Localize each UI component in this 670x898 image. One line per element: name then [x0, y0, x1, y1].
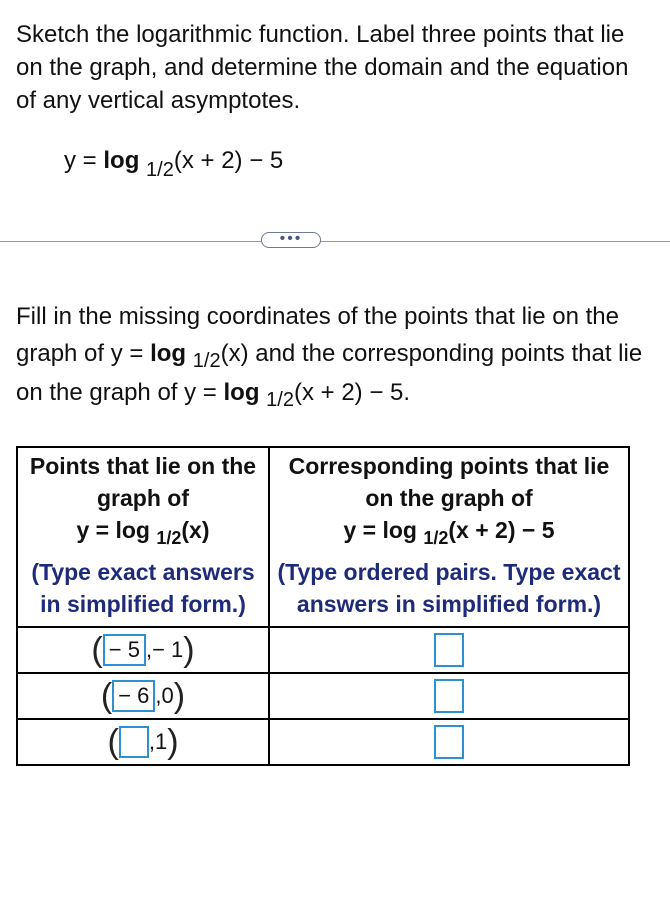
table-row	[17, 719, 629, 765]
y-value: − 1	[152, 636, 184, 662]
section-divider	[0, 241, 670, 242]
x-input[interactable]: − 5	[103, 634, 146, 666]
close-paren: )	[183, 630, 195, 669]
x-input[interactable]: − 6	[112, 680, 155, 712]
instr-text-2: (x) and the corresponding points that lie on the graph of y =	[16, 340, 643, 406]
eq-log: log	[103, 147, 140, 174]
expand-button[interactable]: •••	[261, 232, 321, 248]
col2-eq-arg: (x + 2) − 5	[448, 517, 555, 543]
open-paren: (	[100, 676, 113, 715]
col2-hint: (Type ordered pairs. Type exact answers in simplified form.)	[277, 559, 621, 617]
col2-equation	[343, 517, 555, 548]
pair-comma: ,	[145, 636, 153, 662]
col1-hint: (Type exact answers in simplified form.)	[31, 559, 255, 617]
ordered-pair	[100, 676, 186, 715]
y-value: 0	[161, 682, 174, 708]
answer-input[interactable]	[434, 725, 464, 759]
pair-comma: ,	[155, 682, 162, 708]
instr-text-3: (x + 2) − 5.	[293, 379, 411, 406]
col2-eq-base: 1/2	[423, 528, 449, 548]
close-paren: )	[173, 676, 186, 715]
col1-header	[17, 447, 269, 627]
points-table	[16, 446, 630, 766]
close-paren: )	[167, 722, 179, 761]
eq-prefix: y =	[64, 147, 97, 174]
answer-cell	[269, 719, 629, 765]
col2-title: Corresponding points that lie on the graph of	[288, 453, 610, 511]
col1-equation	[76, 517, 210, 548]
table-row	[17, 627, 629, 673]
answer-cell	[269, 673, 629, 719]
instr-base-2: 1/2	[266, 389, 294, 411]
eq-arg: (x + 2) − 5	[173, 147, 284, 174]
answer-cell	[269, 627, 629, 673]
point-cell	[17, 719, 269, 765]
instr-text-1: Fill in the missing coordinates of the points that lie on the graph of y =	[16, 303, 619, 367]
answer-input[interactable]	[434, 679, 464, 713]
ordered-pair	[107, 722, 179, 761]
point-cell	[17, 627, 269, 673]
problem-statement: Sketch the logarithmic function. Label three points that lie on the graph, and determine the domain and the equation of any vertical asymptotes.	[16, 21, 629, 114]
col2-eq-prefix: y = log	[343, 517, 417, 543]
instr-log-2: log	[223, 379, 260, 406]
col1-eq-base: 1/2	[156, 528, 182, 548]
ordered-pair	[91, 630, 195, 669]
eq-base: 1/2	[146, 159, 174, 181]
x-input[interactable]	[119, 726, 149, 758]
col2-header	[269, 447, 629, 627]
open-paren: (	[91, 630, 103, 669]
instructions	[16, 298, 646, 413]
instr-log-1: log	[150, 340, 187, 367]
open-paren: (	[107, 722, 119, 761]
col1-eq-prefix: y = log	[76, 517, 150, 543]
answer-input[interactable]	[434, 633, 464, 667]
table-row	[17, 673, 629, 719]
col1-eq-arg: (x)	[181, 517, 210, 543]
y-value: 1	[154, 728, 168, 754]
pair-comma: ,	[148, 728, 155, 754]
instr-base-1: 1/2	[192, 350, 221, 372]
problem-equation	[64, 144, 283, 179]
point-cell	[17, 673, 269, 719]
col1-title: Points that lie on the graph of	[29, 453, 257, 511]
